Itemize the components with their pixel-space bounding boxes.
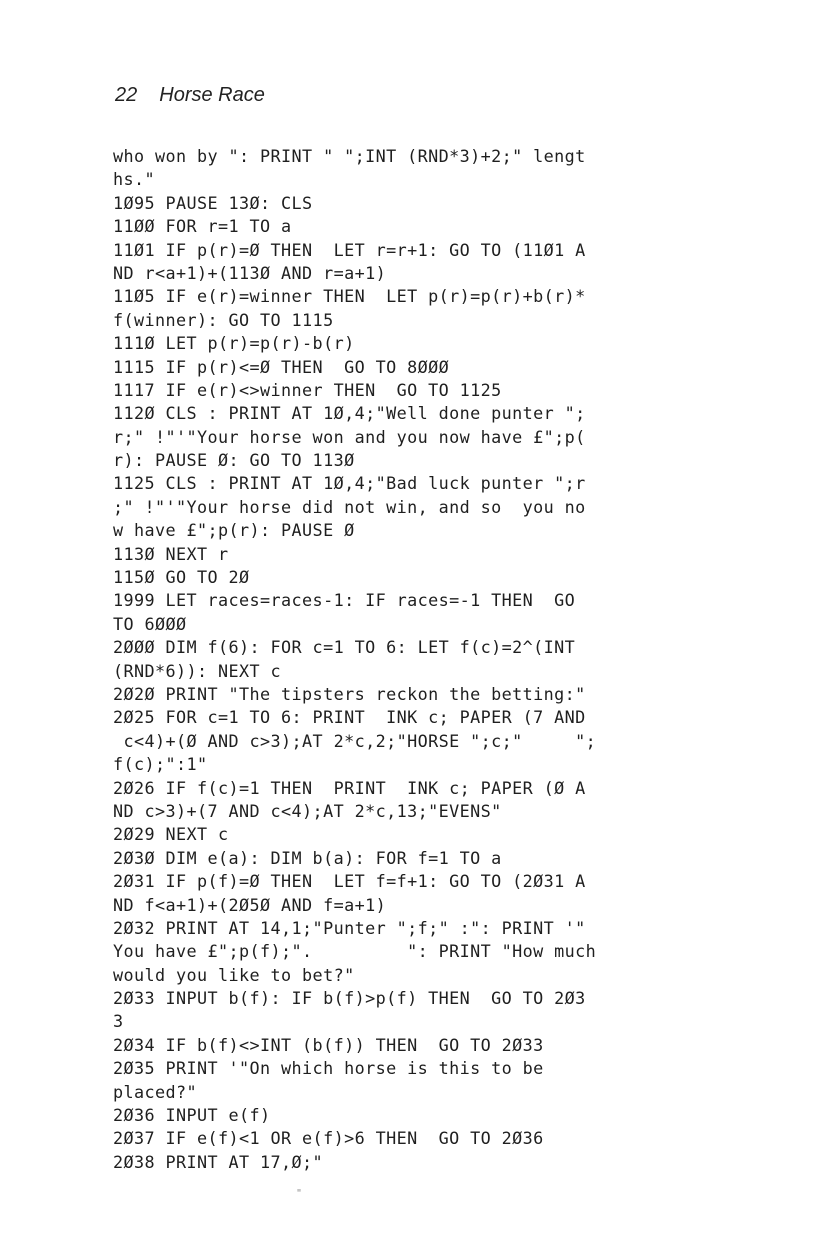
code-line: 115Ø GO TO 2Ø (113, 567, 250, 588)
page-header (115, 84, 265, 107)
code-line: 111Ø LET p(r)=p(r)-b(r) (113, 333, 355, 354)
code-line: 2Ø36 INPUT e(f) (113, 1105, 271, 1126)
code-line: w have £";p(r): PAUSE Ø (113, 520, 355, 541)
code-line: 11Ø1 IF p(r)=Ø THEN LET r=r+1: GO TO (11Ø1 A (113, 239, 586, 260)
code-line: 2ØØØ DIM f(6): FOR c=1 TO 6: LET f(c)=2^(INT (113, 637, 576, 658)
code-line: (RND*6)): NEXT c (113, 660, 282, 681)
code-line: 1115 IF p(r)<=Ø THEN GO TO 8ØØØ (113, 356, 450, 377)
code-line: 2Ø26 IF f(c)=1 THEN PRINT INK c; PAPER (Ø A (113, 777, 586, 798)
code-line: You have £";p(f);". ": PRINT "How much (113, 941, 597, 962)
footer-mark: " (296, 1188, 303, 1199)
code-line: 2Ø35 PRINT '"On which horse is this to be (113, 1058, 544, 1079)
code-line: ;" !"'"Your horse did not win, and so you no (113, 496, 586, 517)
code-line: 2Ø37 IF e(f)<1 OR e(f)>6 THEN GO TO 2Ø36 (113, 1128, 544, 1149)
code-line: ND c>3)+(7 AND c<4);AT 2*c,13;"EVENS" (113, 800, 502, 821)
code-line: 1125 CLS : PRINT AT 1Ø,4;"Bad luck punter ";r (113, 473, 586, 494)
code-line: 2Ø29 NEXT c (113, 824, 229, 845)
code-line: 113Ø NEXT r (113, 543, 229, 564)
code-line: c<4)+(Ø AND c>3);AT 2*c,2;"HORSE ";c;" "; (113, 730, 597, 751)
code-line: 11ØØ FOR r=1 TO a (113, 216, 292, 237)
code-line: 2Ø3Ø DIM e(a): DIM b(a): FOR f=1 TO a (113, 847, 502, 868)
code-line: r): PAUSE Ø: GO TO 113Ø (113, 450, 355, 471)
code-line: 2Ø33 INPUT b(f): IF b(f)>p(f) THEN GO TO 2Ø3 (113, 988, 586, 1009)
code-line: 2Ø32 PRINT AT 14,1;"Punter ";f;" :": PRINT '" (113, 917, 586, 938)
code-line: 1999 LET races=races-1: IF races=-1 THEN GO (113, 590, 576, 611)
code-line: who won by ": PRINT " ";INT (RND*3)+2;" lengt (113, 146, 586, 166)
code-line: ND r<a+1)+(113Ø AND r=a+1) (113, 262, 387, 283)
code-line: 2Ø2Ø PRINT "The tipsters reckon the betting:" (113, 683, 586, 704)
code-line: 11Ø5 IF e(r)=winner THEN LET p(r)=p(r)+b(r)* (113, 286, 586, 307)
page-number: 22 (115, 84, 138, 106)
code-line: ND f<a+1)+(2Ø5Ø AND f=a+1) (113, 894, 387, 915)
code-line: would you like to bet?" (113, 964, 355, 985)
code-line: 2Ø25 FOR c=1 TO 6: PRINT INK c; PAPER (7 AND (113, 707, 586, 728)
code-line: f(c);":1" (113, 754, 208, 775)
code-line: 2Ø34 IF b(f)<>INT (b(f)) THEN GO TO 2Ø33 (113, 1034, 544, 1055)
code-line: hs." (113, 169, 156, 190)
code-line: TO 6ØØØ (113, 613, 187, 634)
code-line: 2Ø38 PRINT AT 17,Ø;" (113, 1151, 324, 1172)
code-line: r;" !"'"Your horse won and you now have £";p( (113, 426, 586, 447)
code-line: 3 (113, 1011, 124, 1032)
code-line: 2Ø31 IF p(f)=Ø THEN LET f=f+1: GO TO (2Ø31 A (113, 871, 586, 892)
code-line: 1117 IF e(r)<>winner THEN GO TO 1125 (113, 379, 502, 400)
chapter-title: Horse Race (159, 84, 265, 106)
code-line: placed?" (113, 1081, 198, 1102)
program-listing (113, 145, 713, 1174)
code-line: 112Ø CLS : PRINT AT 1Ø,4;"Well done punter "; (113, 403, 586, 424)
code-line: f(winner): GO TO 1115 (113, 309, 334, 330)
code-line: 1Ø95 PAUSE 13Ø: CLS (113, 192, 313, 213)
